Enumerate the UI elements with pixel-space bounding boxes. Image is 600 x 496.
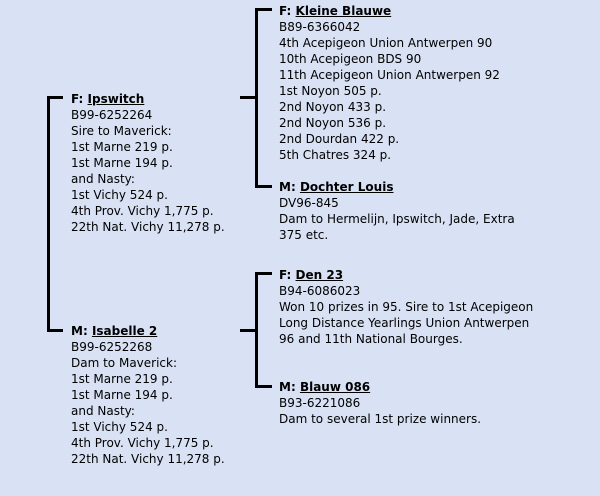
note-line: 4th Prov. Vichy 1,775 p. xyxy=(71,436,214,450)
sex-label: M: xyxy=(71,324,88,338)
sire-sire-card xyxy=(279,3,579,163)
connector-to-dam-sire xyxy=(255,272,272,275)
dam-dam-heading xyxy=(279,379,579,395)
sex-label: M: xyxy=(279,180,296,194)
note-line: and Nasty: xyxy=(71,404,135,418)
note-line: 10th Acepigeon BDS 90 xyxy=(279,52,422,66)
connector-main-vertical xyxy=(47,96,50,332)
note-line: 5th Chatres 324 p. xyxy=(279,148,392,162)
note-line: 4th Prov. Vichy 1,775 p. xyxy=(71,204,214,218)
dam-name-link[interactable]: Isabelle 2 xyxy=(91,324,158,338)
dam-sire-name-link[interactable]: Den 23 xyxy=(295,268,344,282)
connector-to-sire-dam xyxy=(255,185,272,188)
sex-label: F: xyxy=(279,4,292,18)
dam-sire-heading xyxy=(279,267,537,283)
note-line: 1st Noyon 505 p. xyxy=(279,84,382,98)
sire-sire-name-link[interactable]: Kleine Blauwe xyxy=(295,4,392,18)
sex-label: F: xyxy=(279,268,292,282)
sire-name-link[interactable]: Ipswitch xyxy=(87,92,145,106)
note-line: 22th Nat. Vichy 11,278 p. xyxy=(71,220,225,234)
sex-label: M: xyxy=(279,380,296,394)
note-line: 2nd Dourdan 422 p. xyxy=(279,132,400,146)
dam-sire-card xyxy=(279,267,537,347)
connector-dam-vertical xyxy=(255,272,258,388)
note-line: 4th Acepigeon Union Antwerpen 90 xyxy=(279,36,493,50)
note-text: Won 10 prizes in 95. Sire to 1st Acepigeon Long Distance Yearlings Union Antwerpen 96 and 11th National Bourges. xyxy=(279,300,534,346)
note-line: 1st Marne 194 p. xyxy=(71,388,173,402)
ring-number: B99-6252264 xyxy=(71,108,153,122)
connector-sire-vertical xyxy=(255,8,258,188)
sire-heading xyxy=(71,91,241,107)
note-line: 2nd Noyon 433 p. xyxy=(279,100,387,114)
sire-card xyxy=(71,91,241,235)
dam-dam-name-link[interactable]: Blauw 086 xyxy=(299,380,371,394)
dam-dam-card xyxy=(279,379,579,427)
ring-number: DV96-845 xyxy=(279,196,339,210)
connector-to-dam xyxy=(47,329,63,332)
note-line: 22th Nat. Vichy 11,278 p. xyxy=(71,452,225,466)
sire-sire-heading xyxy=(279,3,579,19)
ring-number: B94-6086023 xyxy=(279,284,361,298)
sire-dam-heading xyxy=(279,179,541,195)
note-line: 11th Acepigeon Union Antwerpen 92 xyxy=(279,68,500,82)
connector-to-sire-sire xyxy=(255,8,272,11)
note-line: 2nd Noyon 536 p. xyxy=(279,116,387,130)
sex-label: F: xyxy=(71,92,84,106)
note-line: 1st Marne 219 p. xyxy=(71,140,173,154)
sire-dam-card xyxy=(279,179,541,243)
dam-heading xyxy=(71,323,241,339)
note-line: 1st Marne 194 p. xyxy=(71,156,173,170)
note-line: Dam to Maverick: xyxy=(71,356,178,370)
ring-number: B89-6366042 xyxy=(279,20,361,34)
note-text: Dam to several 1st prize winners. xyxy=(279,412,482,426)
connector-to-dam-dam xyxy=(255,385,272,388)
note-line: Sire to Maverick: xyxy=(71,124,172,138)
note-line: 1st Marne 219 p. xyxy=(71,372,173,386)
ring-number: B99-6252268 xyxy=(71,340,153,354)
dam-card xyxy=(71,323,241,467)
note-line: and Nasty: xyxy=(71,172,135,186)
note-text: Dam to Hermelijn, Ipswitch, Jade, Extra 375 etc. xyxy=(279,212,515,242)
sire-dam-name-link[interactable]: Dochter Louis xyxy=(299,180,394,194)
ring-number: B93-6221086 xyxy=(279,396,361,410)
note-line: 1st Vichy 524 p. xyxy=(71,188,168,202)
note-line: 1st Vichy 524 p. xyxy=(71,420,168,434)
connector-to-sire xyxy=(47,96,63,99)
